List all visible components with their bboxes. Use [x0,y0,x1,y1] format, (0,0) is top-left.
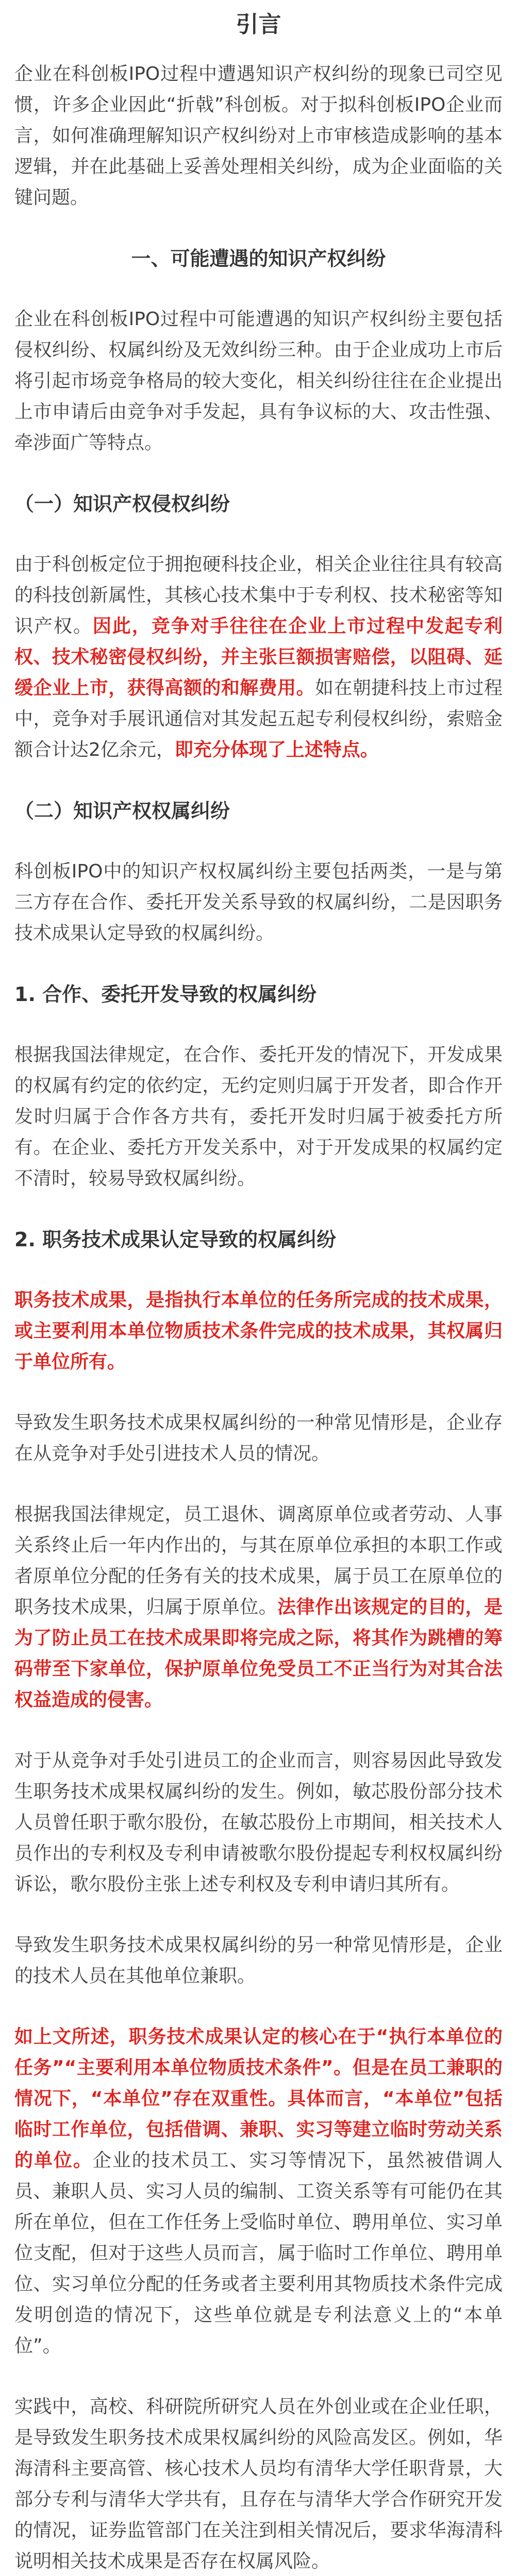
highlighted-text: 因此，竞争对手往往在企业上市过程中发起专利权、技术秘密侵权纠纷，并主张巨额损害赔偿，以阻碍、延缓企业上市，获得高额的和解费用。 [14,616,503,699]
infringement-paragraph [14,549,503,766]
paragraph: 导致发生职务技术成果权属纠纷的一种常见情形是，企业存在从竞争对手处引进技术人员的情况。 [14,1412,503,1464]
highlighted-text: 法律作出该规定的目的，是为了防止员工在技术成果即将完成之际，将其作为跳槽的筹码带至下家单位，保护原单位免受员工不正当行为对其合法权益造成的侵害。 [14,1597,503,1710]
paragraph-text: 企业的技术员工、实习等情况下，虽然被借调人员、兼职人员、实习人员的编制、工资关系等有可能仍在其所在单位，但在工作任务上受临时单位、聘用单位、实习单位支配，但对于这些人员而言，属于临时工作单位、聘用单位、实习单位分配的任务或者主要利用其物质技术条件完成发明创造的情况下，这些单位就是专利法意义上的“本单位”。 [14,2150,503,2357]
paragraph: 导致发生职务技术成果权属纠纷的另一种常见情形是，企业的技术人员在其他单位兼职。 [14,1935,503,1987]
paragraph: 实践中，高校、科研院所研究人员在外创业或在企业任职，是导致发生职务技术成果权属纠纷的风险高发区。例如，华海清科主要高管、核心技术人员均有清华大学任职背景，大部分专利与清华大学共有，且存在与清华大学合作研究开发的情况，证券监管部门在关注到相关情况后，要求华海清科说明相关技术成果是否存在权属风险。 [14,2396,503,2572]
cooperation-paragraph: 根据我国法律规定，在合作、委托开发的情况下，开发成果的权属有约定的依约定，无约定则归属于开发者，即合作开发时归属于合作各方共有，委托开发时归属于被委托方所有。在企业、委托方开发关系中，对于开发成果的权属约定不清时，较易导致权属纠纷。 [14,1044,503,1189]
highlighted-text: 即充分体现了上述特点。 [174,739,379,760]
paragraph [14,2022,503,2362]
paragraph-text: 如在朝捷科技上市过程中，竞争对手展讯通信对其发起五起专利侵权纠纷，索赔金额合计达2亿余元， [14,677,503,760]
paragraph: 对于从竞争对手处引进员工的企业而言，则容易因此导致发生职务技术成果权属纠纷的发生。例如，敏芯股份部分技术人员曾任职于歌尔股份，在敏芯股份上市期间，相关技术人员作出的专利权及专利申请被歌尔股份提起专利权权属纠纷诉讼，歌尔股份主张上述专利权及专利申请归其所有。 [14,1750,503,1895]
paragraph-text: 由于科创板定位于拥抱硬科技企业，相关企业往往具有较高的科技创新属性，其核心技术集中于专利权、技术秘密等知识产权。 [14,554,503,637]
paragraph-text: 根据我国法律规定，员工退休、调离原单位或者劳动、人事关系终止后一年内作出的，与其在原单位承担的本职工作或者原单位分配的任务有关的技术成果，属于员工在原单位的职务技术成果，归属于原单位。 [14,1504,503,1618]
ownership-paragraph: 科创板IPO中的知识产权权属纠纷主要包括两类，一是与第三方存在合作、委托开发关系导致的权属纠纷，二是因职务技术成果认定导致的权属纠纷。 [14,861,503,944]
highlighted-text: 如上文所述，职务技术成果认定的核心在于“执行本单位的任务”“主要利用本单位物质技术条件”。但是在员工兼职的情况下，“本单位”存在双重性。具体而言，“本单位”包括临时工作单位，包括借调、兼职、实习等建立临时劳动关系的单位。 [14,2026,503,2171]
subheading-service-invention: 2. 职务技术成果认定导致的权属纠纷 [14,1228,337,1251]
subsection-heading-infringement: （一）知识产权侵权纠纷 [14,493,230,515]
section-heading: 一、可能遭遇的知识产权纠纷 [131,247,386,270]
intro-paragraph: 企业在科创板IPO过程中遭遇知识产权纠纷的现象已司空见惯，许多企业因此“折戟”科创板。对于拟科创板IPO企业而言，如何准确理解知识产权纠纷对上市审核造成影响的基本逻辑，并在此基础上妥善处理相关纠纷，成为企业面临的关键问题。 [14,63,503,208]
section-paragraph: 企业在科创板IPO过程中可能遭遇的知识产权纠纷主要包括侵权纠纷、权属纠纷及无效纠纷三种。由于企业成功上市后将引起市场竞争格局的较大变化，相关纠纷往往在企业提出上市申请后由竞争对手发起，具有争议标的大、攻击性强、牵涉面广等特点。 [14,309,503,453]
service-invention-definition: 职务技术成果，是指执行本单位的任务所完成的技术成果，或主要利用本单位物质技术条件完成的技术成果，其权属归于单位所有。 [14,1290,503,1372]
subsection-heading-ownership: （二）知识产权权属纠纷 [14,800,230,822]
paragraph [14,1499,503,1716]
article-title: 引言 [236,11,281,38]
subheading-cooperation: 1. 合作、委托开发导致的权属纠纷 [14,983,317,1006]
